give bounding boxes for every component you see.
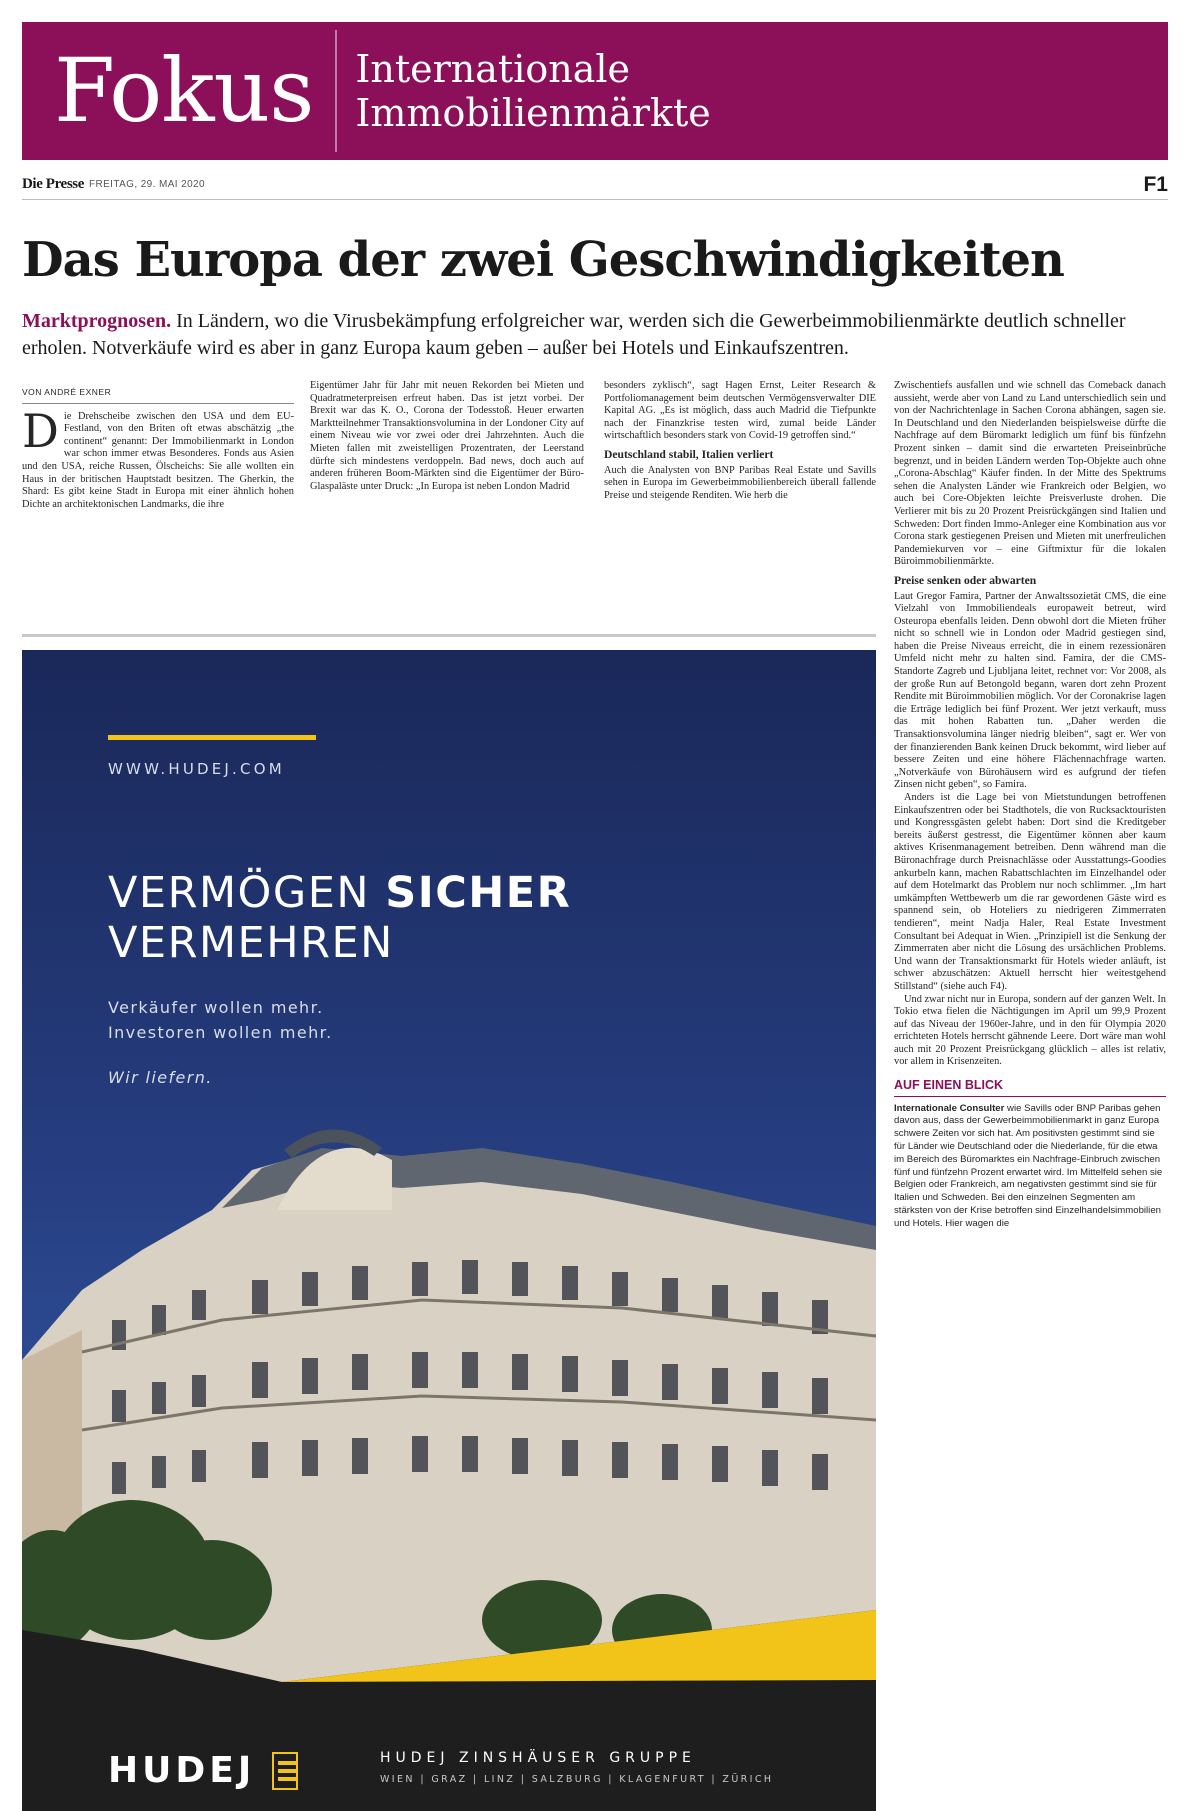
article-paragraph: Auch die Analysten von BNP Paribas Real Estate und Savills sehen in Europa im Gewerbeimmobilienbereich überall fallende Preise und steigende Renditen. Wie herb die [604, 464, 876, 501]
section-divider [22, 634, 876, 637]
paragraph-text: ie Drehscheibe zwischen den USA und dem EU-Festland, von den Briten oft etwas abschätzig „the continent“ genannt: Der Immobilienmarkt in London war schon immer etwas Besonderes. Fonds aus Asien und den USA, reiche Russen, Ölscheichs: Sie alle wollten ein Haus in der britischen Hauptstadt besitzen. The Gherkin, the Shard: Es gibt keine Stadt in Europa mit einer ähnlich hohen Dichte an architektonischen Landmarks, die ihre [22, 410, 294, 510]
article-paragraph [22, 403, 294, 512]
masthead [22, 170, 1168, 200]
info-box-text [894, 1103, 1166, 1231]
info-box-body: wie Savills oder BNP Paribas gehen davon aus, dass der Gewerbeimmobilienmarkt in ganz Europa schwere Zeiten vor sich hat. Am positivsten gestimmt sind sie für Länder wie Deutschland oder die Niederlande, für die etwa im Bereich des Büromarktes ein Nachfrage-Einbruch zwischen fünf und fünfzehn Prozent erwartet wird. Im Mittelfeld sehen sie Belgien oder Frankreich, am negativsten gestimmt sind sie für Italien und Schweden. Bei den einzelnen Segmenten am stärksten von der Krise betroffen sind Einzelhandelsimmobilien und Hotels. Hier wagen die [894, 1102, 1163, 1229]
ad-group-name: HUDEJ ZINSHÄUSER GRUPPE [380, 1750, 696, 1766]
info-box-lead: Internationale Consulter [894, 1102, 1005, 1114]
article-paragraph: Und zwar nicht nur in Europa, sondern auf der ganzen Welt. In Tokio etwa fielen die Nächtigungen im April um 99,9 Prozent auf das Niveau der 1960er-Jahre, und in den für Olympia 2020 errichteten Hotels herrscht gähnende Leere. Dort wäre man wohl auch mit 20 Prozent Preisrückgang glücklich – alles ist relativ, vor allem in Krisenzeiten. [894, 993, 1166, 1068]
article-paragraph: Anders ist die Lage bei von Mietstundungen betroffenen Einkaufszentren oder bei Stadthotels, die von Rucksacktouristen und Kongressgästen gelebt haben: Dort sind die Kreditgeber bereits äußerst gestresst, die Eigentümer können aber kaum aktives Krisenmanagement betreiben. Denn während man die Büronachfrage durch Preisnachlässe oder Ausstattungs-Goodies ankurbeln kann, machen Rabattschlachten im Einzelhandel oder auf dem Hotelmarkt das Problem nur noch schlimmer. „Im hart umkämpften Wettbewerb um die rar gewordenen Gäste wird es spannend sein, ob Hoteliers zu niedrigeren Zimmerraten tendieren“, meint Nadja Haler, Real Estate Investment Consultant bei Adequat in Wien. „Prinzipiell ist die Senkung der Zimmerraten aber nicht die Lösung des ursächlichen Problems. Und wann der Transaktionsmarkt für Hotels wieder anläuft, ist schwer abzuschätzen: Aktuell herrscht hier weitestgehend Stillstand“ (siehe auch F4). [894, 792, 1166, 992]
ad-subtext-line1: Verkäufer wollen mehr. [108, 998, 324, 1017]
info-box-heading: AUF EINEN BLICK [894, 1079, 1166, 1097]
article-column-4 [894, 380, 1166, 1585]
deck-text: In Ländern, wo die Virusbekämpfung erfolgreicher war, werden sich die Gewerbeimmobilienmärkte deutlich schneller erholen. Notverkäufe wird es aber in ganz Europa kaum geben – außer bei Hotels und Einkaufszentren. [22, 310, 1126, 359]
drop-cap: D [22, 403, 59, 458]
article-deck [22, 308, 1168, 362]
ad-subtext-line2: Investoren wollen mehr. [108, 1023, 333, 1042]
article-column-1 [22, 386, 294, 586]
subheading: Deutschland stabil, Italien verliert [604, 447, 774, 461]
section-banner [22, 22, 1168, 160]
ad-logo[interactable]: HUDEJ [108, 1750, 256, 1791]
publication-date: FREITAG, 29. MAI 2020 [88, 179, 205, 190]
ad-accent-line [108, 735, 316, 740]
article-column-3 [604, 380, 876, 586]
section-title: Fokus [54, 39, 314, 142]
ad-headline-emphasis: SICHER [385, 868, 572, 918]
article-paragraph: Laut Gregor Famira, Partner der Anwaltssozietät CMS, die eine Vielzahl von Immobiliendeals europaweit betreut, wird Osteuropa ebenfalls leiden. Denn obwohl dort die Mieten früher nicht so schnell wie in London oder Madrid gestiegen sind, haben die Preise Niveaus erreicht, die in einem rezessionären Umfeld nicht mehr zu halten sind. Famira, der die CMS-Standorte Zagreb und Ljubljana leitet, rechnet vor: Vor 2008, als der große Run auf Betongold begann, waren dort zehn Prozent Rendite mit Büroimmobilien möglich. Vor der Coronakrise lagen die Erträge lediglich bei fünf Prozent. Wer jetzt verkauft, muss das mit hohen Rabatten tun. „Daher werden die Transaktionsvolumina länger niedrig bleiben“, sagt er. Wer von der finanzierenden Bank keinen Druck bekommt, wird lieber auf bessere Zeiten und eine höhere Flächennachfrage warten. „Notverkäufe von Bürohäusern wird es aufgrund der tiefen Zinsen nicht geben“, so Famira. [894, 590, 1166, 791]
article-paragraph: Eigentümer Jahr für Jahr mit neuen Rekorden bei Mieten und Quadratmeterpreisen erfreut haben. Das ist jetzt vorbei. Der Brexit war das K. O., Corona der Todesstoß. Heuer erwarten Marktteilnehmer Transaktionsvolumina in der Londoner City auf einem Niveau wie vor zwei oder drei Jahrzehnten. Auch die Mieten fallen mit zweistelligen Prozentraten, der Leerstand dürfte sich mindestens verdoppeln. Bad news, doch auch auf anderen früheren Boom-Märkten sind die Eigentümer der Büro-Glaspaläste unter Druck: „In Europa ist neben London Madrid [310, 380, 584, 492]
deck-kicker: Marktprognosen. [22, 310, 172, 332]
banner-divider [335, 30, 337, 152]
ad-url[interactable]: WWW.HUDEJ.COM [108, 760, 285, 778]
section-subtitle-line2: Immobilienmärkte [355, 91, 711, 135]
subheading: Preise senken oder abwarten [894, 573, 1037, 587]
page-number: F1 [1143, 172, 1168, 196]
article-headline: Das Europa der zwei Geschwindigkeiten [22, 232, 1064, 288]
paper-name: Die Presse [22, 176, 84, 192]
ad-headline [108, 868, 571, 968]
ad-cities: WIEN | GRAZ | LINZ | SALZBURG | KLAGENFURT | ZÜRICH [380, 1774, 774, 1785]
ad-tagline: Wir liefern. [108, 1068, 213, 1087]
ad-headline-line2: VERMEHREN [108, 918, 394, 968]
advertisement[interactable] [22, 650, 876, 1811]
article-column-2 [310, 380, 584, 586]
byline: VON ANDRÉ EXNER [22, 386, 294, 404]
ad-building-photo [22, 1090, 876, 1710]
section-subtitle [355, 47, 710, 135]
ad-subtext [108, 995, 333, 1045]
section-subtitle-line1: Internationale [355, 47, 630, 91]
ad-headline-part: VERMÖGEN [108, 868, 386, 918]
logo-mark-icon [272, 1752, 298, 1790]
article-paragraph: besonders zyklisch“, sagt Hagen Ernst, Leiter Research & Portfoliomanagement beim deutschen Vermögensverwalter DIE Kapital AG. „Es ist möglich, dass auch Madrid die Tiefpunkte nach der Finanzkrise testen wird, zumal beide Länder wirtschaftlich besonders stark von Covid-19 getroffen sind.“ [604, 380, 876, 442]
article-paragraph: Zwischentiefs ausfallen und wie schnell das Comeback danach aussieht, werde aber von Land zu Land unterschiedlich sein und von der Nachrichtenlage in Sachen Corona abhängen, sagen sie. In Deutschland und den Niederlanden beispielsweise dürfte die Nachfrage auf dem Büromarkt lediglich um fünf bis fünfzehn Prozent sinken – damit sind die erwarteten Preiseinbrüche begrenzt, und in beiden Ländern werden Top-Objekte auch ohne „Corona-Abschlag“ Käufer finden. In der Mitte des Spektrums sehen die Analysten Länder wie Frankreich oder Belgien, wo auch bei Core-Objekten leichte Preisverluste drohen. Die Verlierer mit bis zu 20 Prozent Preisrückgängen sind Italien und Schweden: Dort finden Immo-Anleger eine Kombination aus vor Corona stark gestiegenen Preisen und Mieten mit unerfreulichen Pandemiekurven vor – eine Giftmixtur für die lokalen Büroimmobilienmärkte. [894, 380, 1166, 568]
